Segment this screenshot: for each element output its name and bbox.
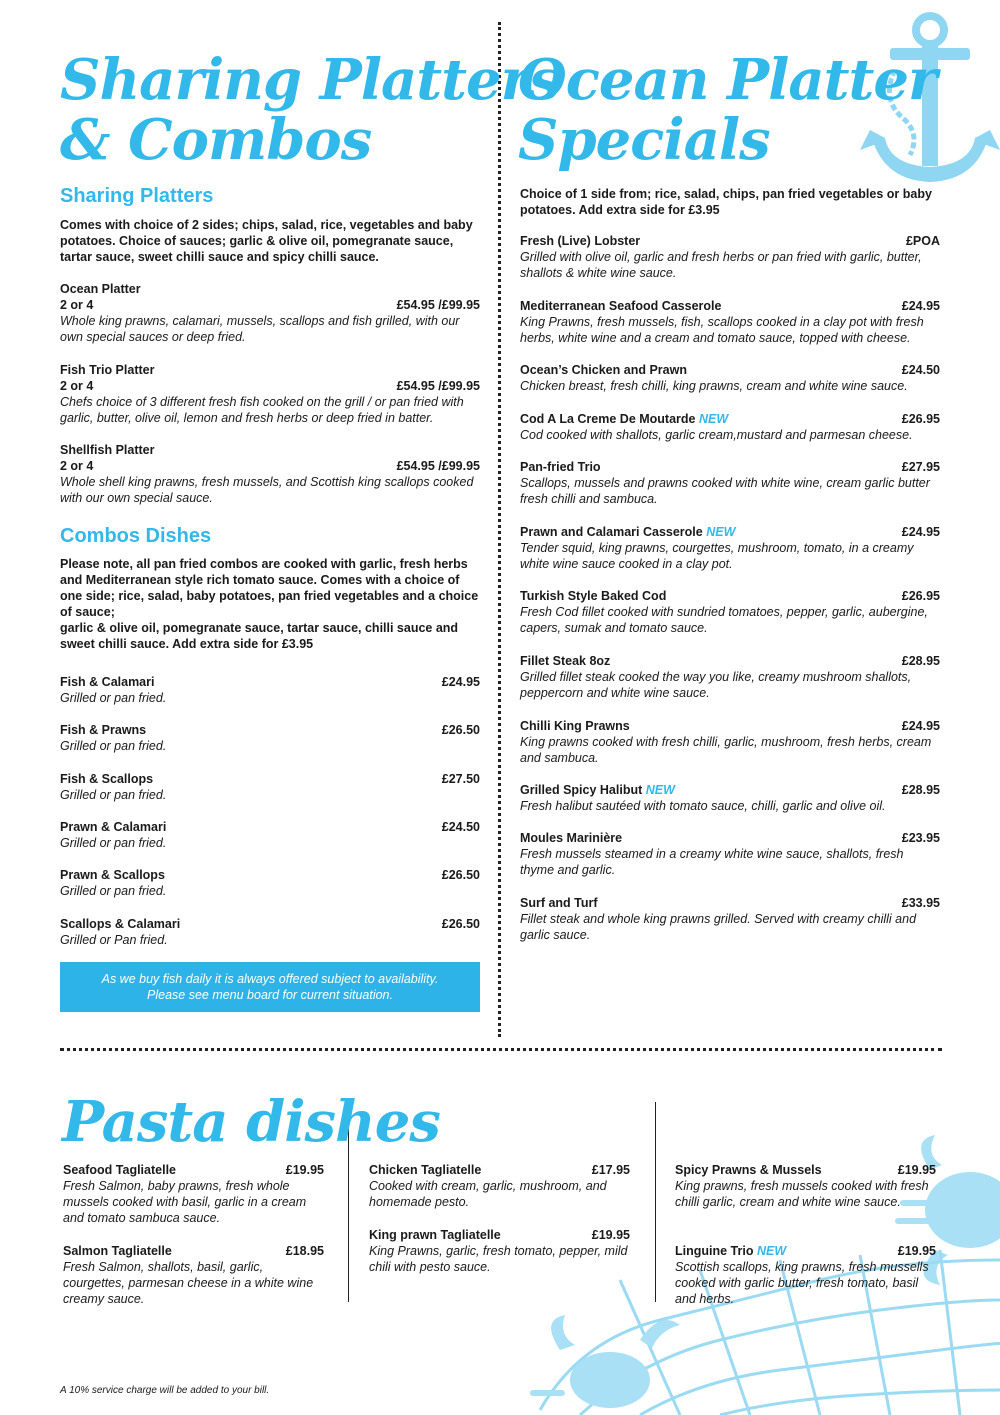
menu-item-price: £19.95 bbox=[591, 1228, 630, 1242]
menu-item-price: £24.95 bbox=[901, 719, 940, 733]
menu-item-header bbox=[520, 588, 940, 604]
menu-item-header bbox=[60, 281, 480, 297]
menu-item-price: £24.50 bbox=[901, 363, 940, 377]
new-badge: NEW bbox=[645, 783, 675, 797]
menu-item-description: Grilled or pan fried. bbox=[60, 691, 167, 705]
menu-item-name: Spicy Prawns & Mussels bbox=[675, 1163, 822, 1177]
menu-item bbox=[520, 895, 940, 943]
menu-item-name: Mediterranean Seafood Casserole bbox=[520, 299, 722, 313]
menu-item-price: £26.95 bbox=[901, 412, 940, 426]
menu-item bbox=[60, 916, 480, 948]
menu-item-header bbox=[520, 895, 940, 911]
menu-item-price: £19.95 bbox=[285, 1163, 324, 1177]
menu-item-title bbox=[675, 1162, 822, 1178]
menu-item-header bbox=[675, 1162, 936, 1178]
menu-item-title bbox=[369, 1162, 481, 1178]
menu-item-header bbox=[60, 362, 480, 378]
menu-item-name: Scallops & Calamari bbox=[60, 917, 181, 931]
service-charge-note: A 10% service charge will be added to your bill. bbox=[60, 1385, 270, 1396]
menu-item-size: 2 or 4 bbox=[60, 459, 94, 473]
menu-item-header bbox=[63, 1162, 324, 1178]
menu-item bbox=[60, 722, 480, 754]
menu-item-name: Turkish Style Baked Cod bbox=[520, 589, 667, 603]
section-divider bbox=[60, 1048, 942, 1051]
menu-item-header bbox=[520, 459, 940, 475]
combos-heading: Combos Dishes bbox=[60, 525, 212, 547]
menu-item-title bbox=[60, 722, 146, 738]
menu-item-header bbox=[60, 916, 480, 932]
menu-item-header bbox=[60, 674, 480, 690]
menu-item-title bbox=[520, 298, 721, 314]
menu-item-name: Ocean Platter bbox=[60, 282, 141, 296]
menu-item-description: King prawns, fresh mussels cooked with fresh chilli garlic, cream and white wine sauce. bbox=[675, 1179, 929, 1209]
menu-item-description: Scottish scallops, king prawns, fresh mussells cooked with garlic butter, fresh tomato, basil and herbs. bbox=[675, 1260, 929, 1306]
menu-item-header bbox=[520, 524, 940, 540]
pasta-title: Pasta dishes bbox=[62, 1089, 440, 1155]
menu-item-title bbox=[520, 524, 735, 540]
menu-item bbox=[520, 588, 940, 636]
menu-item bbox=[60, 362, 480, 426]
menu-item-name: Moules Marinière bbox=[520, 831, 623, 845]
menu-item-description: Grilled or Pan fried. bbox=[60, 933, 168, 947]
menu-item bbox=[369, 1162, 630, 1210]
menu-item-name: Fillet Steak 8oz bbox=[520, 654, 611, 668]
menu-item-name: Seafood Tagliatelle bbox=[63, 1163, 176, 1177]
menu-item-title bbox=[60, 442, 154, 458]
menu-item-price: £19.95 bbox=[897, 1163, 936, 1177]
menu-item-title bbox=[63, 1162, 176, 1178]
menu-item-title bbox=[63, 1243, 172, 1259]
menu-item-description: King Prawns, fresh mussels, fish, scallops cooked in a clay pot with fresh herbs, white wine and a cream and tomato sauce, topped with cheese. bbox=[520, 315, 924, 345]
menu-item-header bbox=[369, 1227, 630, 1243]
menu-item-name: Prawn and Calamari Casserole bbox=[520, 525, 703, 539]
menu-item-description: Whole king prawns, calamari, mussels, scallops and fish grilled, with our own special sauces or deep fried. bbox=[60, 314, 460, 344]
menu-item bbox=[60, 442, 480, 506]
menu-item bbox=[520, 524, 940, 572]
menu-item-title bbox=[60, 281, 141, 297]
menu-item-description: Grilled or pan fried. bbox=[60, 836, 167, 850]
menu-item-description: Fresh mussels steamed in a creamy white wine sauce, shallots, fresh thyme and garlic. bbox=[520, 847, 904, 877]
menu-item bbox=[520, 362, 940, 394]
menu-item-title bbox=[520, 411, 728, 427]
menu-item-name: Fresh (Live) Lobster bbox=[520, 234, 641, 248]
menu-item-price: £17.95 bbox=[591, 1163, 630, 1177]
menu-item-header bbox=[60, 722, 480, 738]
menu-item-name: Prawn & Scallops bbox=[60, 868, 165, 882]
menu-item-title bbox=[60, 771, 153, 787]
new-badge: NEW bbox=[706, 525, 736, 539]
menu-item-name: Cod A La Creme De Moutarde bbox=[520, 412, 696, 426]
menu-item-size-row bbox=[60, 297, 480, 313]
menu-item-name: Fish Trio Platter bbox=[60, 363, 155, 377]
menu-item-description: Grilled fillet steak cooked the way you like, creamy mushroom shallots, peppercorn and white wine sauce. bbox=[520, 670, 912, 700]
menu-item-title bbox=[60, 674, 154, 690]
menu-item-header bbox=[520, 233, 940, 249]
menu-item bbox=[520, 718, 940, 766]
menu-item-name: Fish & Scallops bbox=[60, 772, 154, 786]
menu-item-name: Chilli King Prawns bbox=[520, 719, 630, 733]
menu-item-header bbox=[520, 411, 940, 427]
menu-item-description: Fillet steak and whole king prawns grilled. Served with creamy chilli and garlic sauce. bbox=[520, 912, 917, 942]
menu-item-description: Fresh halibut sautéed with tomato sauce, chilli, garlic and olive oil. bbox=[520, 799, 886, 813]
menu-item bbox=[369, 1227, 630, 1275]
menu-item-title bbox=[369, 1227, 501, 1243]
menu-item bbox=[63, 1243, 324, 1307]
menu-item-description: Cooked with cream, garlic, mushroom, and homemade pesto. bbox=[369, 1179, 607, 1209]
menu-item-name: Pan-fried Trio bbox=[520, 460, 601, 474]
new-badge: NEW bbox=[698, 412, 729, 426]
menu-item bbox=[675, 1243, 936, 1307]
menu-item-description: Scallops, mussels and prawns cooked with white wine, cream garlic butter fresh chilli and sambuca. bbox=[520, 476, 930, 506]
menu-item bbox=[520, 653, 940, 701]
menu-item-price: £28.95 bbox=[901, 654, 940, 668]
menu-item-title bbox=[60, 819, 166, 835]
menu-item-header bbox=[520, 653, 940, 669]
menu-item-price: £54.95 /£99.95 bbox=[396, 298, 480, 312]
menu-item bbox=[520, 830, 940, 878]
menu-item-price: £54.95 /£99.95 bbox=[396, 379, 480, 393]
sharing-platters-intro: Comes with choice of 2 sides; chips, salad, rice, vegetables and baby potatoes. Choice of sauces; garlic & olive oil, pomegranate sauce, tartar sauce, sweet chilli sauce and spicy chilli sauce. bbox=[60, 218, 473, 264]
menu-item-header bbox=[520, 782, 940, 798]
menu-item-price: £26.95 bbox=[901, 589, 940, 603]
column-divider bbox=[498, 22, 501, 1037]
menu-item-header bbox=[60, 867, 480, 883]
menu-item bbox=[60, 867, 480, 899]
menu-item-name: Fish & Calamari bbox=[60, 675, 155, 689]
menu-item-title bbox=[60, 867, 165, 883]
menu-item-header bbox=[520, 830, 940, 846]
menu-item bbox=[520, 782, 940, 814]
menu-item bbox=[60, 819, 480, 851]
menu-item-price: £27.50 bbox=[441, 772, 480, 786]
menu-item-description: Fresh Salmon, baby prawns, fresh whole mussels cooked with basil, garlic in a cream and tomato sambuca sauce. bbox=[63, 1179, 307, 1225]
menu-item-size: 2 or 4 bbox=[60, 379, 94, 393]
menu-item-name: King prawn Tagliatelle bbox=[369, 1228, 501, 1242]
menu-item-description: Grilled or pan fried. bbox=[60, 884, 167, 898]
menu-item-price: £26.50 bbox=[441, 868, 480, 882]
menu-item-title bbox=[520, 588, 666, 604]
menu-item-name: Fish & Prawns bbox=[60, 723, 147, 737]
pasta-divider-2 bbox=[655, 1102, 656, 1302]
menu-item bbox=[675, 1162, 936, 1210]
availability-notice: As we buy fish daily it is always offered subject to availability. Please see menu board for current situation. bbox=[60, 962, 480, 1012]
menu-item-name: Salmon Tagliatelle bbox=[63, 1244, 172, 1258]
menu-item-price: £27.95 bbox=[901, 460, 940, 474]
menu-item bbox=[520, 459, 940, 507]
menu-item-price: £POA bbox=[905, 234, 940, 248]
combos-intro: Please note, all pan fried combos are cooked with garlic, fresh herbs and Mediterranean style rich tomato sauce. Comes with a choice of one side; rice, salad, baby potatoes, pan fried vegetables and a choice of sauce; garlic & olive oil, pomegranate sauce, tartar sauce, chilli sauce and sweet chilli sauce. Add extra side for £3.95 bbox=[60, 557, 479, 651]
menu-item-description: Fresh Cod fillet cooked with sundried tomatoes, pepper, garlic, aubergine, capers, sumak and tomato sauce. bbox=[520, 605, 928, 635]
menu-item-title bbox=[520, 362, 687, 378]
menu-item-title bbox=[520, 895, 598, 911]
menu-item-description: Grilled with olive oil, garlic and fresh herbs or pan fried with garlic, butter, shallots & white wine sauce. bbox=[520, 250, 922, 280]
menu-item-description: Cod cooked with shallots, garlic cream,mustard and parmesan cheese. bbox=[520, 428, 913, 442]
menu-item bbox=[63, 1162, 324, 1226]
menu-item-description: King Prawns, garlic, fresh tomato, pepper, mild chili with pesto sauce. bbox=[369, 1244, 628, 1274]
menu-item-title bbox=[520, 233, 640, 249]
menu-item-title bbox=[520, 653, 610, 669]
menu-item-description: Chicken breast, fresh chilli, king prawns, cream and white wine sauce. bbox=[520, 379, 908, 393]
menu-item-name: Ocean’s Chicken and Prawn bbox=[520, 363, 687, 377]
menu-item-header bbox=[675, 1243, 936, 1259]
menu-item-price: £24.95 bbox=[901, 525, 940, 539]
menu-item-description: Chefs choice of 3 different fresh fish cooked on the grill / or pan fried with garlic, butter, olive oil, lemon and fresh herbs or deep fried in batter. bbox=[60, 395, 464, 425]
menu-item-price: £23.95 bbox=[901, 831, 940, 845]
menu-item-description: Grilled or pan fried. bbox=[60, 739, 167, 753]
new-badge: NEW bbox=[756, 1244, 787, 1258]
menu-item-name: Chicken Tagliatelle bbox=[369, 1163, 482, 1177]
menu-item-description: Grilled or pan fried. bbox=[60, 788, 167, 802]
menu-item-description: Whole shell king prawns, fresh mussels, and Scottish king scallops cooked with our own special sauce. bbox=[60, 475, 474, 505]
menu-item-size-row bbox=[60, 458, 480, 474]
menu-item-price: £18.95 bbox=[285, 1244, 324, 1258]
menu-item-header bbox=[520, 362, 940, 378]
menu-item-price: £26.50 bbox=[441, 917, 480, 931]
menu-item-price: £24.95 bbox=[901, 299, 940, 313]
menu-item-title bbox=[520, 718, 630, 734]
menu-item-price: £24.95 bbox=[441, 675, 480, 689]
menu-item-header bbox=[520, 718, 940, 734]
menu-item-price: £24.50 bbox=[441, 820, 480, 834]
menu-item-price: £33.95 bbox=[901, 896, 940, 910]
menu-item-header bbox=[60, 771, 480, 787]
menu-item-description: Tender squid, king prawns, courgettes, mushroom, tomato, in a creamy white wine sauce cooked in a clay pot. bbox=[520, 541, 914, 571]
menu-item-title bbox=[520, 782, 675, 798]
menu-item-title bbox=[60, 362, 154, 378]
menu-item-price: £28.95 bbox=[901, 783, 940, 797]
menu-item bbox=[520, 233, 940, 281]
menu-item-price: £26.50 bbox=[441, 723, 480, 737]
menu-item bbox=[60, 674, 480, 706]
ocean-title: Ocean Platter Specials bbox=[518, 47, 937, 173]
menu-item-header bbox=[369, 1162, 630, 1178]
menu-item-description: King prawns cooked with fresh chilli, garlic, mushroom, fresh herbs, cream and sambuca. bbox=[520, 735, 932, 765]
menu-item-price: £19.95 bbox=[897, 1244, 936, 1258]
menu-item-size-row bbox=[60, 378, 480, 394]
menu-item-header bbox=[520, 298, 940, 314]
menu-item bbox=[60, 281, 480, 345]
menu-item-title bbox=[520, 459, 601, 475]
menu-item-title bbox=[675, 1243, 786, 1259]
menu-item bbox=[520, 411, 940, 443]
menu-item-header bbox=[60, 819, 480, 835]
menu-item-title bbox=[520, 830, 622, 846]
ocean-intro: Choice of 1 side from; rice, salad, chips, pan fried vegetables or baby potatoes. Add extra side for £3.95 bbox=[520, 187, 932, 217]
menu-item-name: Surf and Turf bbox=[520, 896, 598, 910]
sharing-platters-heading: Sharing Platters bbox=[60, 185, 214, 207]
menu-item-price: £54.95 /£99.95 bbox=[396, 459, 480, 473]
menu-item-name: Linguine Trio bbox=[675, 1244, 754, 1258]
menu-item-header bbox=[63, 1243, 324, 1259]
sharing-title: Sharing Platters & Combos bbox=[60, 47, 560, 173]
menu-item-title bbox=[60, 916, 180, 932]
menu-item bbox=[60, 771, 480, 803]
menu-item-header bbox=[60, 442, 480, 458]
menu-item-name: Shellfish Platter bbox=[60, 443, 155, 457]
menu-item-name: Prawn & Calamari bbox=[60, 820, 167, 834]
menu-item-name: Grilled Spicy Halibut bbox=[520, 783, 643, 797]
menu-item-description: Fresh Salmon, shallots, basil, garlic, courgettes, parmesan cheese in a white wine creamy sauce. bbox=[63, 1260, 314, 1306]
menu-item bbox=[520, 298, 940, 346]
menu-item-size: 2 or 4 bbox=[60, 298, 94, 312]
